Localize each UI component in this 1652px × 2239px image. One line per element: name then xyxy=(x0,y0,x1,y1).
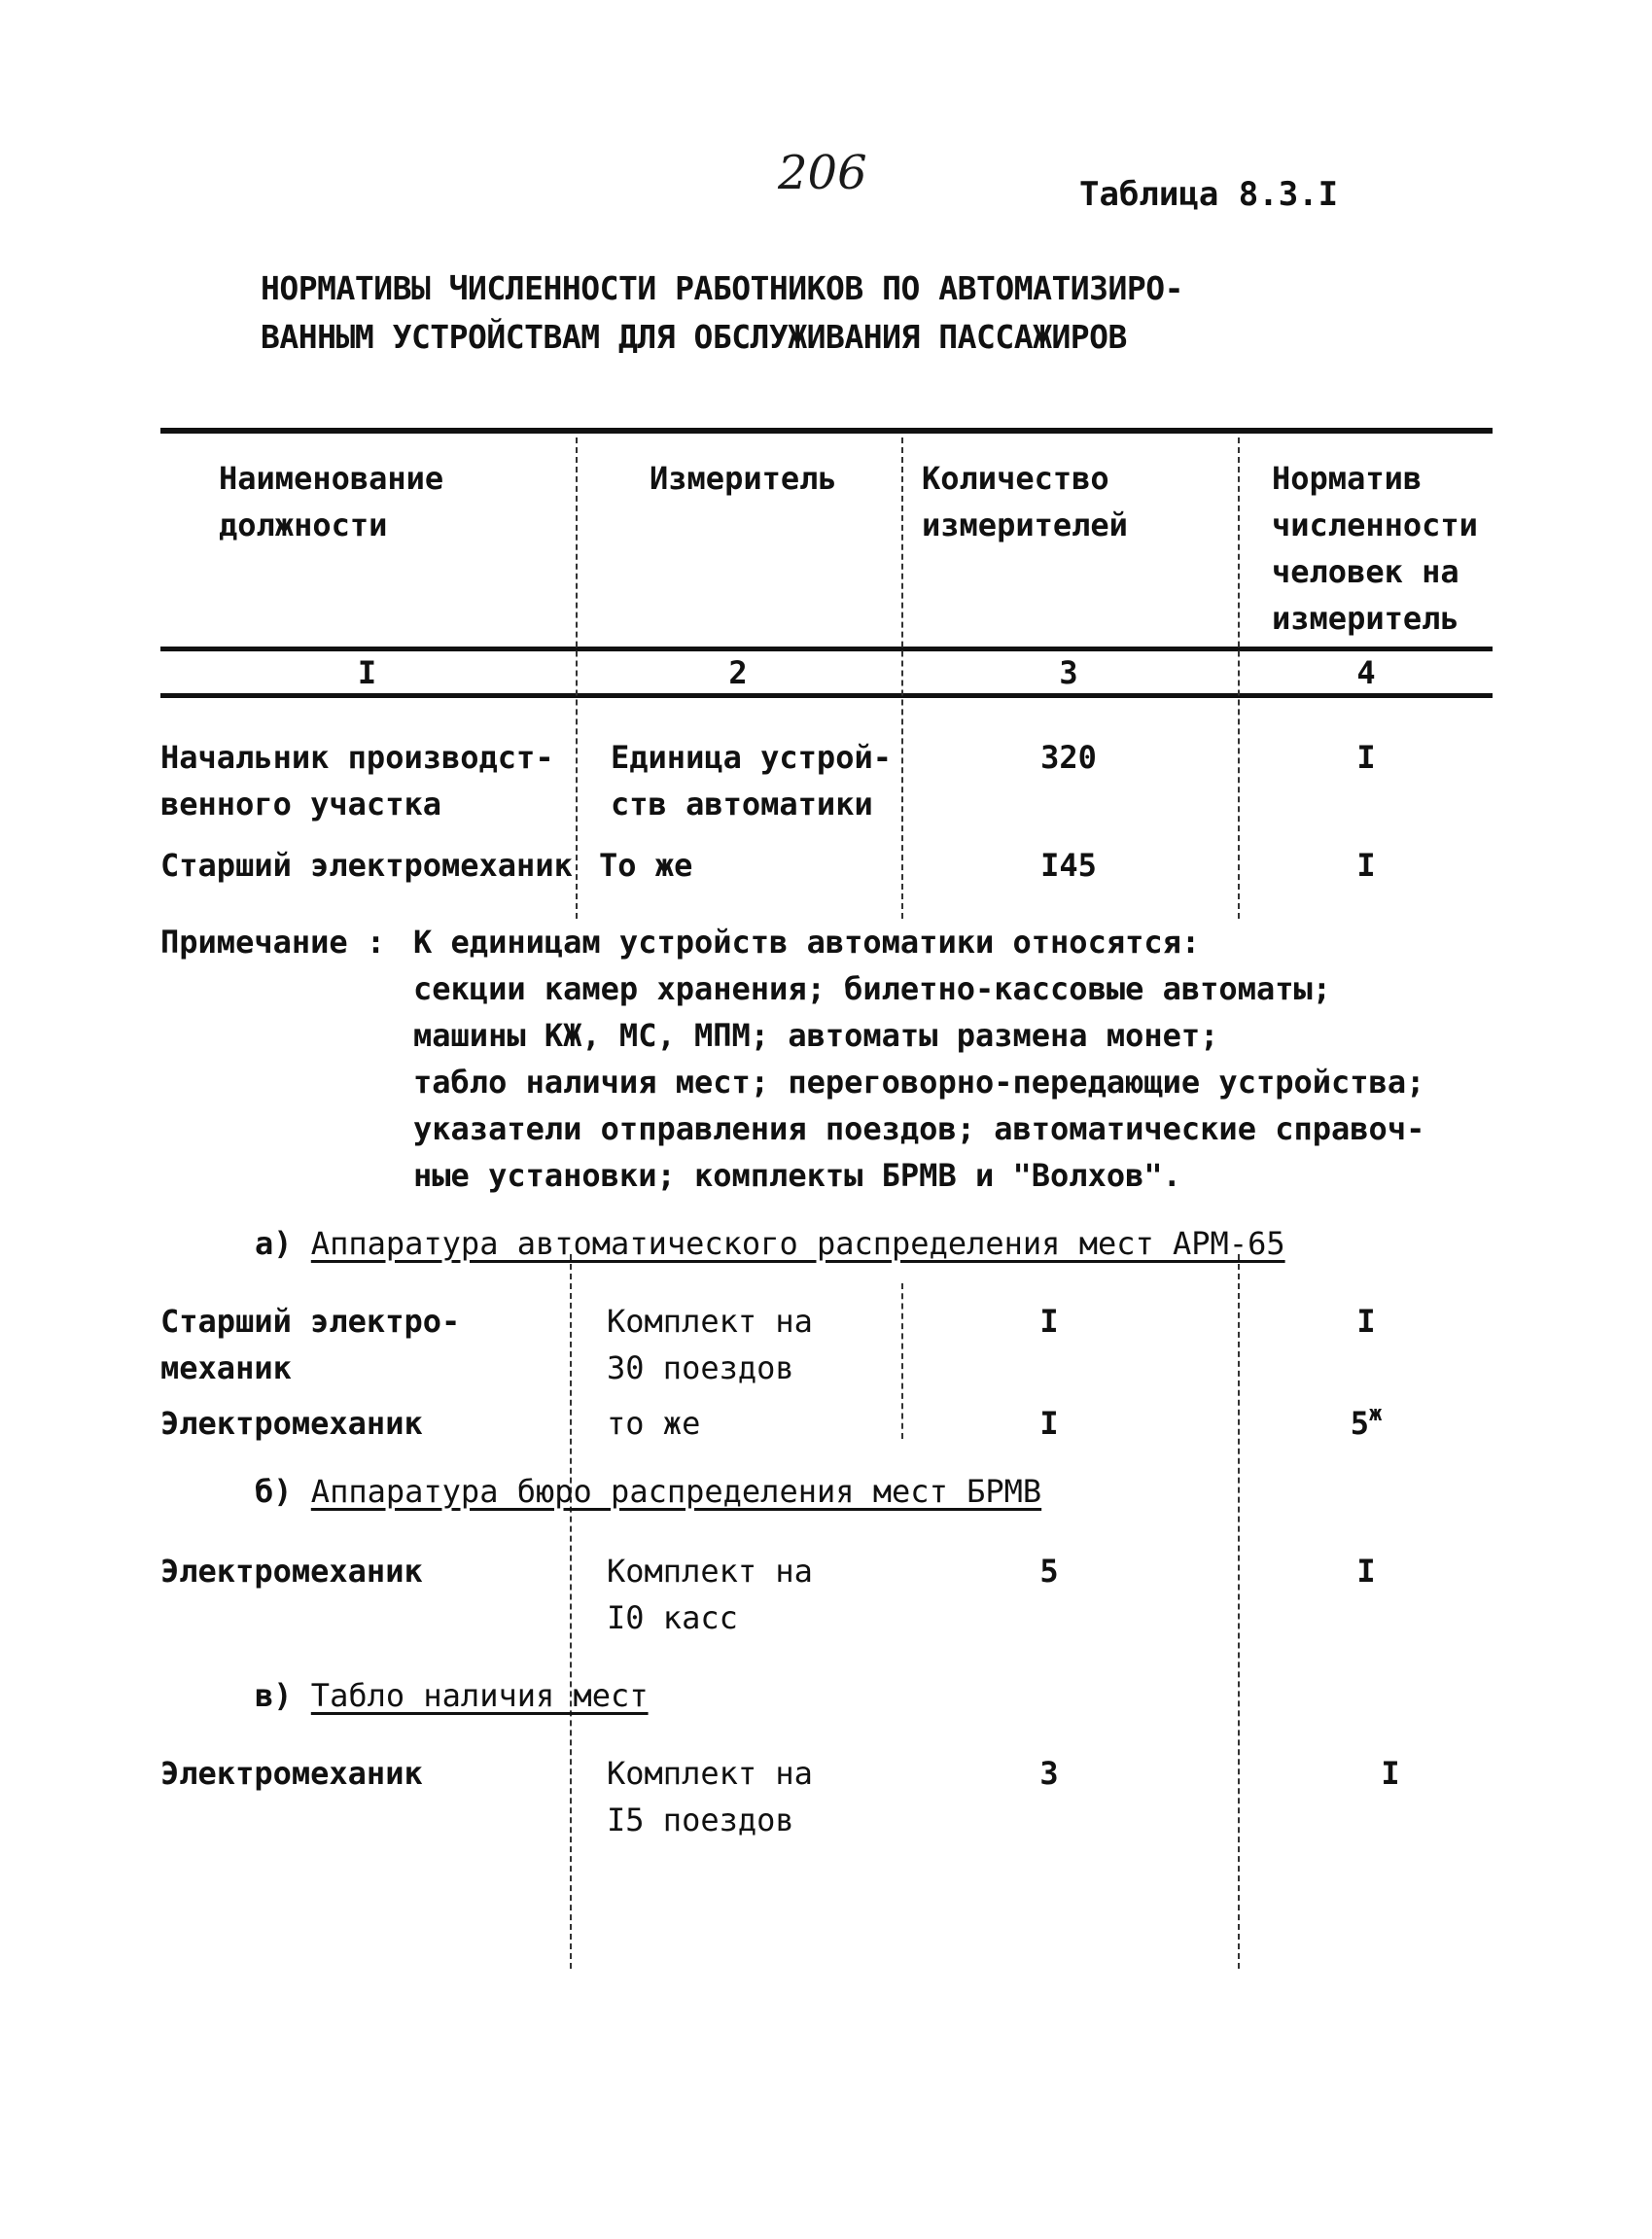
row-count: 320 xyxy=(1040,739,1097,776)
row-count: I xyxy=(1039,1303,1059,1340)
note-text xyxy=(413,919,1493,1199)
row-measure: Комплект на I5 поездов xyxy=(607,1755,813,1838)
page-number: 206 xyxy=(778,146,867,200)
header-norm: Норматив численности человек на измеритель xyxy=(1272,460,1478,637)
title-line: НОРМАТИВЫ ЧИСЛЕННОСТИ РАБОТНИКОВ ПО АВТОМАТИЗИРО- xyxy=(261,269,1184,307)
row-norm xyxy=(1240,1400,1493,1447)
row-count: 5 xyxy=(1039,1553,1059,1590)
section-title: Аппаратура автоматического распределения мест АРМ-65 xyxy=(310,1225,1285,1262)
row-norm: I xyxy=(1356,1553,1376,1590)
column-number: 4 xyxy=(1356,654,1376,691)
row-position: Электромеханик xyxy=(160,1553,423,1590)
section-letter: а) xyxy=(255,1225,293,1262)
section-heading xyxy=(255,1468,1041,1515)
section-letter: б) xyxy=(255,1473,293,1510)
document-title xyxy=(261,264,1330,362)
column-number: 2 xyxy=(728,654,748,691)
note-line: указатели отправления поездов; автоматические справоч- xyxy=(413,1110,1425,1147)
row-count: 3 xyxy=(1039,1755,1059,1792)
row-position: Электромеханик xyxy=(160,1405,423,1442)
norm-value: 5 xyxy=(1350,1405,1369,1442)
row-count: I45 xyxy=(1040,847,1097,884)
header-position: Наименование должности xyxy=(219,460,444,543)
row-norm: I xyxy=(1381,1755,1400,1792)
row-measure: Комплект на 30 поездов xyxy=(607,1303,813,1386)
row-count: I xyxy=(1039,1405,1059,1442)
section-heading xyxy=(255,1220,1285,1267)
row-measure: То же xyxy=(599,847,693,884)
note-line: К единицам устройств автоматики относятся: xyxy=(413,924,1201,961)
row-position: Начальник производст- венного участка xyxy=(160,739,554,822)
table-number: Таблица 8.3.I xyxy=(1079,175,1339,214)
title-line: ВАННЫМ УСТРОЙСТВАМ ДЛЯ ОБСЛУЖИВАНИЯ ПАССАЖИРОВ xyxy=(261,318,1127,356)
header-measure: Измеритель xyxy=(650,460,837,497)
row-position: Старший электромеханик xyxy=(160,847,573,884)
note-line: табло наличия мест; переговорно-передающие устройства; xyxy=(413,1064,1425,1101)
row-measure: то же xyxy=(607,1405,701,1442)
section-letter: в) xyxy=(255,1677,293,1714)
row-position: Старший электро- механик xyxy=(160,1303,461,1386)
column-separator xyxy=(570,1254,572,1969)
column-separator xyxy=(1238,1254,1240,1969)
column-number: 3 xyxy=(1059,654,1078,691)
row-position: Электромеханик xyxy=(160,1755,423,1792)
note-line: ные установки; комплекты БРМВ и "Волхов". xyxy=(413,1157,1181,1194)
row-norm: I xyxy=(1356,739,1376,776)
header-count: Количество измерителей xyxy=(922,460,1128,543)
note-label: Примечание : xyxy=(160,924,386,961)
note-line: машины КЖ, МС, МПМ; автоматы размена монет; xyxy=(413,1017,1219,1054)
row-measure: Единица устрой- ств автоматики xyxy=(611,739,892,822)
footnote-mark: ж xyxy=(1369,1402,1383,1426)
table-top-rule xyxy=(160,428,1493,434)
section-title: Аппаратура бюро распределения мест БРМВ xyxy=(310,1473,1042,1510)
note-line: секции камер хранения; билетно-кассовые автоматы; xyxy=(413,970,1332,1007)
section-heading xyxy=(255,1672,649,1719)
row-norm: I xyxy=(1356,1303,1376,1340)
row-measure: Комплект на I0 касс xyxy=(607,1553,813,1636)
row-norm: I xyxy=(1356,847,1376,884)
column-number: I xyxy=(357,654,377,691)
section-title: Табло наличия мест xyxy=(310,1677,649,1714)
